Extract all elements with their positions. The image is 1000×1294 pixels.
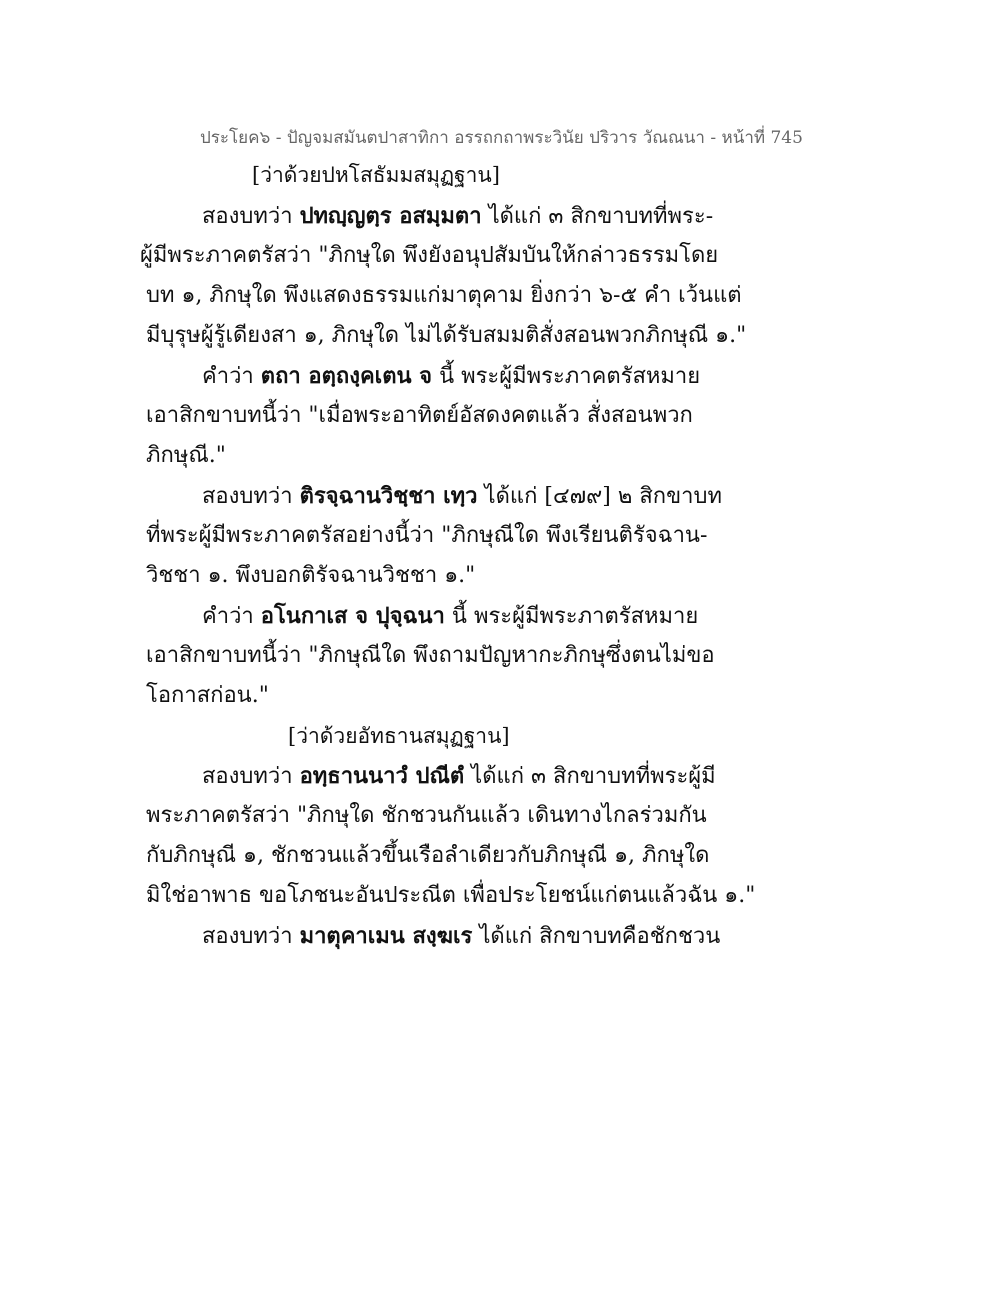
text-run: ได้แก่ สิกขาบทคือชักชวน [472, 924, 721, 949]
paragraph-4-line-3: โอกาสก่อน." [146, 683, 269, 708]
paragraph-2-line-1 [202, 361, 700, 392]
paragraph-1-line-4: มีบุรุษผู้รู้เดียงสา ๑, ภิกษุใด ไม่ได้รับสมมติสั่งสอนพวกภิกษุณี ๑." [146, 323, 747, 348]
page-header: ประโยค๖ - ปัญจมสมันตปาสาทิกา อรรถกถาพระวินัย ปริวาร วัณณนา - หน้าที่ 745 [200, 128, 803, 148]
pali-term: มาตุคาเมน สงฺฆเร [299, 923, 473, 949]
paragraph-1-line-3: บท ๑, ภิกษุใด พึงแสดงธรรมแก่มาตุคาม ยิ่งกว่า ๖-๕ คำ เว้นแต่ [146, 283, 742, 308]
paragraph-3-line-3: วิชชา ๑. พึงบอกติรัจฉานวิชชา ๑." [146, 563, 476, 588]
text-run: สองบทว่า [202, 204, 300, 229]
paragraph-5-line-1 [202, 761, 716, 792]
text-run: สองบทว่า [202, 924, 300, 949]
text-run: นี้ พระผู้มีพระภาคตรัสหมาย [432, 364, 701, 389]
pali-term: อโนกาเส จ ปุจฺฉนา [260, 603, 445, 629]
paragraph-1-line-2: ผู้มีพระภาคตรัสว่า "ภิกษุใด พึงยังอนุปสัมบันให้กล่าวธรรมโดย [140, 243, 719, 268]
text-run: สองบทว่า [202, 764, 300, 789]
pali-term: อทฺธานนาวํ ปณีตํ [299, 763, 465, 789]
paragraph-4-line-1 [202, 601, 698, 632]
section-heading-1: [ว่าด้วยปหโสธัมมสมุฏฐาน] [252, 163, 500, 187]
section-heading-2: [ว่าด้วยอัทธานสมุฏฐาน] [288, 724, 510, 748]
paragraph-4-line-2: เอาสิกขาบทนี้ว่า "ภิกษุณีใด พึงถามปัญหากะภิกษุซึ่งตนไม่ขอ [146, 643, 715, 668]
paragraph-2-line-2: เอาสิกขาบทนี้ว่า "เมื่อพระอาทิตย์อัสดงคตแล้ว สั่งสอนพวก [146, 403, 693, 428]
text-run: สองบทว่า [202, 484, 300, 509]
paragraph-6-line-1 [202, 921, 720, 952]
pali-term: ติรจฺฉานวิชฺชา เทฺว [299, 483, 478, 509]
paragraph-2-line-3: ภิกษุณี." [146, 443, 226, 468]
paragraph-3-line-2: ที่พระผู้มีพระภาคตรัสอย่างนี้ว่า "ภิกษุณีใด พึงเรียนติรัจฉาน- [146, 523, 708, 548]
pali-term: ปทญฺญตฺร อสมฺมตา [299, 203, 482, 229]
text-run: นี้ พระผู้มีพระภาตรัสหมาย [444, 604, 699, 629]
paragraph-5-line-2: พระภาคตรัสว่า "ภิกษุใด ชักชวนกันแล้ว เดินทางไกลร่วมกัน [146, 803, 707, 828]
text-run: คำว่า [202, 364, 261, 389]
text-run: คำว่า [202, 604, 261, 629]
text-run: ได้แก่ [๔๗๙] ๒ สิกขาบท [477, 484, 722, 509]
paragraph-3-line-1 [202, 481, 722, 512]
text-run: ได้แก่ ๓ สิกขาบทที่พระผู้มี [464, 764, 716, 789]
pali-term: ตถา อตฺถงฺคเตน จ [260, 363, 433, 389]
text-run: ได้แก่ ๓ สิกขาบทที่พระ- [481, 204, 714, 229]
paragraph-5-line-4: มิใช่อาพาธ ขอโภชนะอันประณีต เพื่อประโยชน์แก่ตนแล้วฉัน ๑." [146, 883, 756, 908]
paragraph-5-line-3: กับภิกษุณี ๑, ชักชวนแล้วขึ้นเรือลำเดียวกับภิกษุณี ๑, ภิกษุใด [146, 843, 710, 868]
paragraph-1-line-1 [202, 201, 713, 232]
